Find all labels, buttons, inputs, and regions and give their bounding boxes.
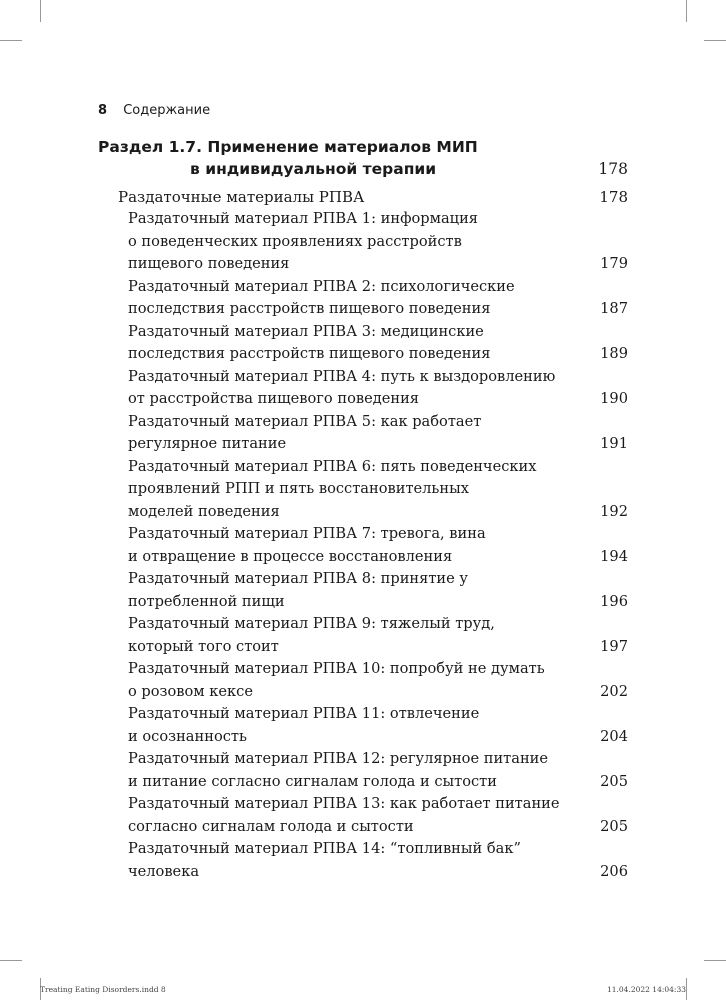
crop-mark (686, 0, 687, 22)
toc-entry (128, 321, 628, 366)
toc-entry-title: Раздаточный материал РПВА 4: путь к выздоровлению от расстройства пищевого поведения (128, 367, 556, 407)
toc-entry (128, 838, 628, 883)
toc-entry-page-number: 205 (600, 817, 628, 835)
toc-entry-page-number: 179 (600, 255, 628, 272)
toc-entry-page-number: 190 (600, 390, 628, 407)
toc-entry-title: Раздаточный материал РПВА 5: как работает регулярное питание (128, 412, 482, 452)
toc-entry-page-number: 202 (600, 682, 628, 700)
toc-entry (128, 748, 628, 793)
toc-entry-page-number: 204 (600, 727, 628, 745)
toc-entry-title: Раздаточный материал РПВА 2: психологические последствия расстройств пищевого поведения (128, 277, 515, 317)
toc-entry-page-number: 197 (600, 637, 628, 655)
section-title-line1: Раздел 1.7. Применение материалов МИП (98, 138, 478, 156)
subsection-page-number: 178 (599, 188, 628, 206)
toc-entry-title: Раздаточный материал РПВА 8: принятие у потребленной пищи (128, 570, 469, 610)
footer-timestamp: 11.04.2022 14:04:33 (606, 985, 686, 994)
toc-entry (128, 208, 628, 276)
toc-entry-page-number: 189 (600, 345, 628, 362)
toc-entries (128, 208, 628, 883)
toc-entry (128, 523, 628, 568)
toc-entry (128, 366, 628, 411)
toc-entry-page-number: 196 (600, 592, 628, 610)
toc-entry-title: Раздаточный материал РПВА 14: “топливный бак” человека (128, 840, 521, 880)
crop-mark (704, 40, 726, 41)
toc-entry (128, 276, 628, 321)
running-head-title: Содержание (123, 103, 211, 118)
subsection-heading (118, 186, 628, 208)
toc-entry-title: Раздаточный материал РПВА 10: попробуй не думать о розовом кексе (128, 660, 545, 700)
running-head (98, 103, 210, 118)
section-heading (98, 136, 628, 180)
toc-entry-title: Раздаточный материал РПВА 12: регулярное питание и питание согласно сигналам голода и сытости (128, 750, 549, 790)
footer-file-info: Treating Eating Disorders.indd 8 (40, 985, 166, 994)
toc-entry (128, 613, 628, 658)
toc-entry (128, 703, 628, 748)
crop-mark (686, 978, 687, 1000)
toc-entry-title: Раздаточный материал РПВА 9: тяжелый труд, который того стоит (128, 615, 495, 655)
toc-entry (128, 658, 628, 703)
page-number: 8 (98, 103, 108, 118)
toc-entry-page-number: 206 (600, 862, 628, 880)
toc-entry-title: Раздаточный материал РПВА 11: отвлечение и осознанность (128, 705, 480, 745)
toc-entry-page-number: 187 (600, 300, 628, 317)
section-page-number: 178 (598, 160, 628, 178)
toc-entry-page-number: 205 (600, 772, 628, 790)
crop-mark (704, 960, 726, 961)
crop-mark (40, 0, 41, 22)
toc-entry-title: Раздаточный материал РПВА 6: пять поведенческих проявлений РПП и пять восстановительных моделей поведения (128, 457, 537, 520)
toc-entry (128, 411, 628, 456)
toc-entry (128, 456, 628, 524)
toc-entry-page-number: 191 (600, 435, 628, 452)
section-title-line2: в индивидуальной терапии (190, 160, 437, 178)
toc-entry (128, 793, 628, 838)
subsection-title: Раздаточные материалы РПВА (118, 188, 365, 206)
toc-entry-page-number: 192 (600, 502, 628, 520)
toc-entry-title: Раздаточный материал РПВА 3: медицинские последствия расстройств пищевого поведения (128, 322, 491, 362)
toc-entry-title: Раздаточный материал РПВА 13: как работает питание согласно сигналам голода и сытости (128, 795, 560, 835)
toc-entry-title: Раздаточный материал РПВА 7: тревога, вина и отвращение в процессе восстановления (128, 525, 486, 565)
toc-entry (128, 568, 628, 613)
toc-entry-page-number: 194 (600, 547, 628, 565)
toc-entry-title: Раздаточный материал РПВА 1: информация о поведенческих проявлениях расстройств пищевого поведения (128, 210, 479, 272)
crop-mark (0, 40, 22, 41)
crop-mark (0, 960, 22, 961)
